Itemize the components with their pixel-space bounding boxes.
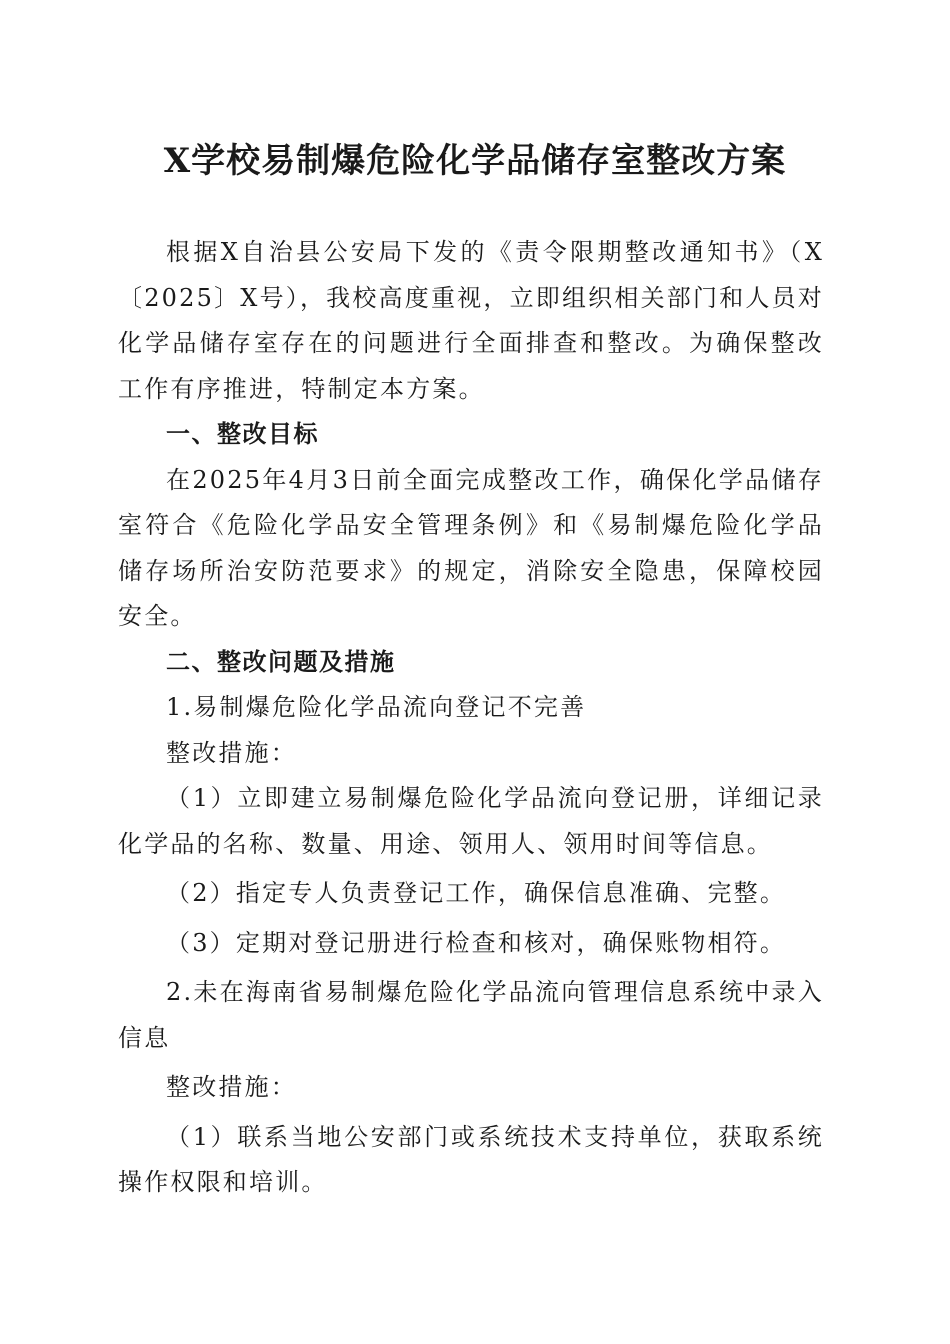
section-heading-issues: 二、整改问题及措施 [166,647,396,676]
intro-paragraph: 根据X自治县公安局下发的《责令限期整改通知书》（X〔2025〕X号），我校高度重视，立即组织相关部门和人员对化学品储存室存在的问题进行全面排查和整改。为确保整改工作有序推进，特制定本方案。 [118,238,824,403]
document-body [118,230,824,1206]
issue-1-title: 1.易制爆危险化学品流向登记不完善 [166,693,587,721]
goals-paragraph: 在2025年4月3日前全面完成整改工作，确保化学品储存室符合《危险化学品安全管理条例》和《易制爆危险化学品储存场所治安防范要求》的规定，消除安全隐患，保障校园安全。 [118,465,824,630]
issue-1-measures-label: 整改措施： [166,738,297,767]
issue-1-measure-3: （3）定期对登记册进行检查和核对，确保账物相符。 [166,928,787,957]
issue-2-title: 2.未在海南省易制爆危险化学品流向管理信息系统中录入信息 [118,978,824,1052]
section-heading-goals: 一、整改目标 [166,420,319,448]
issue-2-measure-1: （1）联系当地公安部门或系统技术支持单位，获取系统操作权限和培训。 [118,1122,824,1196]
document-title: X学校易制爆危险化学品储存室整改方案 [163,141,787,181]
issue-1-measure-2: （2）指定专人负责登记工作，确保信息准确、完整。 [166,879,787,907]
issue-2-measures-label: 整改措施： [166,1073,297,1101]
issue-1-measure-1: （1）立即建立易制爆危险化学品流向登记册，详细记录化学品的名称、数量、用途、领用人、领用时间等信息。 [118,784,824,858]
